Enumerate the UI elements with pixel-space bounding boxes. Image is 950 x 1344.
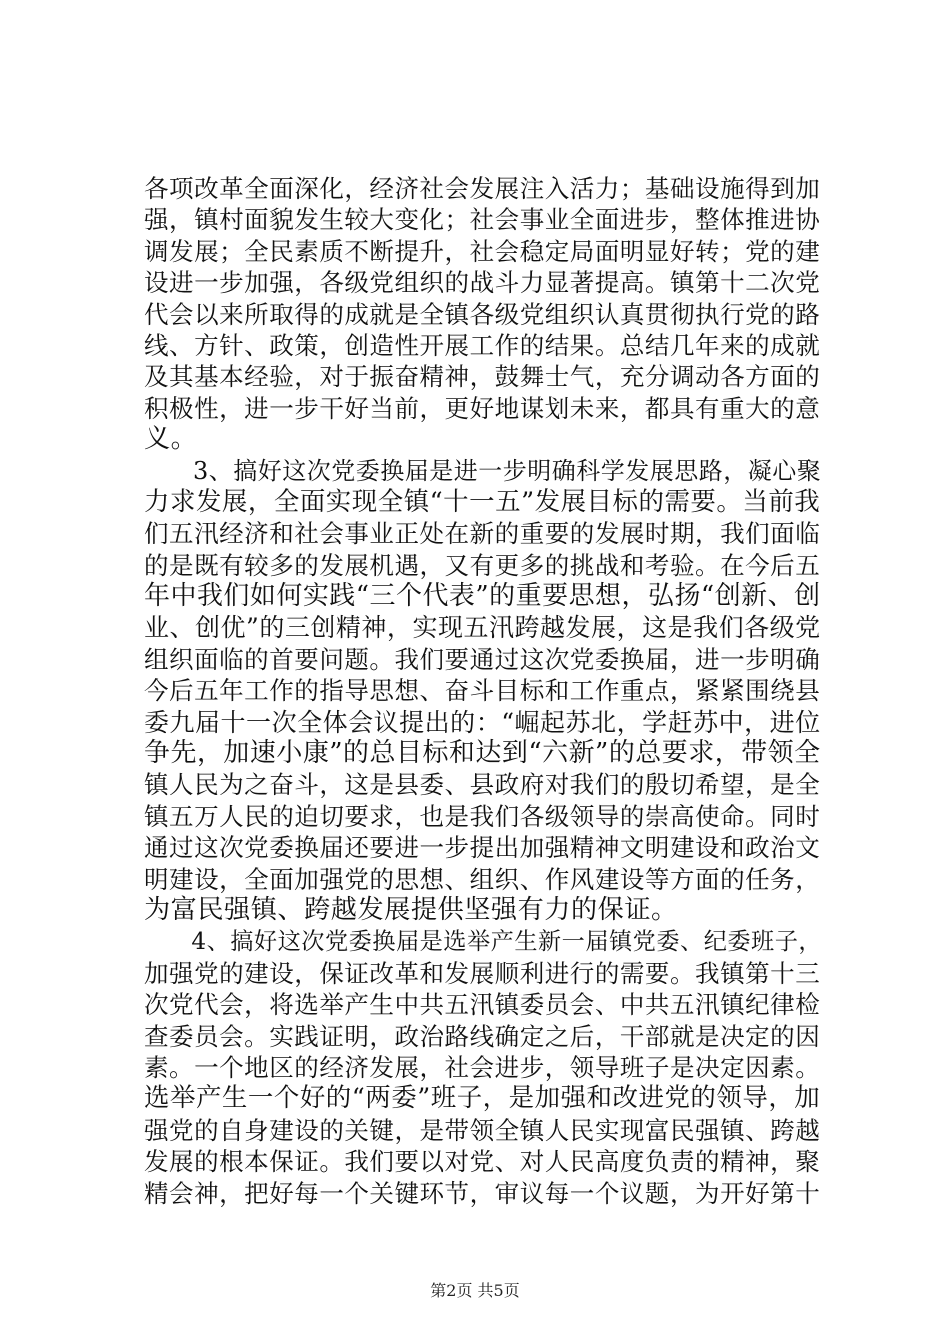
text-line: 选举产生一个好的“两委”班子，是加强和改进党的领导，加 bbox=[144, 1083, 821, 1114]
text-line: 4、搞好这次党委换届是选举产生新一届镇党委、纪委班子， bbox=[144, 928, 823, 956]
text-line: 加强党的建设，保证改革和发展顺利进行的需要。我镇第十三 bbox=[144, 958, 821, 988]
page-number: 第2页 共5页 bbox=[430, 1281, 520, 1300]
text-line: 次党代会，将选举产生中共五汛镇委员会、中共五汛镇纪律检 bbox=[144, 990, 821, 1020]
text-line: 查委员会。实践证明，政治路线确定之后，干部就是决定的因 bbox=[144, 1021, 821, 1051]
text-line: 及其基本经验，对于振奋精神，鼓舞士气，充分调动各方面的 bbox=[144, 362, 821, 392]
text-line: 镇五万人民的迫切要求，也是我们各级领导的崇高使命。同时 bbox=[144, 801, 821, 831]
text-line: 的是既有较多的发展机遇，又有更多的挑战和考验。在今后五 bbox=[144, 550, 821, 580]
text-line: 业、创优”的三创精神，实现五汛跨越发展，这是我们各级党 bbox=[144, 613, 821, 643]
text-line: 力求发展，全面实现全镇“十一五”发展目标的需要。当前我 bbox=[144, 486, 821, 517]
text-line: 3、搞好这次党委换届是进一步明确科学发展思路，凝心聚 bbox=[144, 456, 822, 485]
text-line: 义。 bbox=[144, 424, 198, 455]
text-line: 们五汛经济和社会事业正处在新的重要的发展时期，我们面临 bbox=[144, 519, 821, 549]
text-line: 代会以来所取得的成就是全镇各级党组织认真贯彻执行党的路 bbox=[144, 299, 821, 329]
text-line: 通过这次党委换届还要进一步提出加强精神文明建设和政治文 bbox=[144, 833, 821, 863]
text-line: 强，镇村面貌发生较大变化；社会事业全面进步，整体推进协 bbox=[144, 205, 821, 235]
body-text bbox=[144, 173, 823, 1209]
text-line: 今后五年工作的指导思想、奋斗目标和工作重点，紧紧围绕县 bbox=[144, 676, 821, 706]
text-line: 委九届十一次全体会议提出的：“崛起苏北，学赶苏中，进位 bbox=[144, 707, 821, 737]
text-line: 线、方针、政策，创造性开展工作的结果。总结几年来的成就 bbox=[144, 330, 821, 360]
text-line: 明建设，全面加强党的思想、组织、作风建设等方面的任务， bbox=[144, 864, 821, 894]
text-line: 设进一步加强，各级党组织的战斗力显著提高。镇第十二次党 bbox=[144, 268, 821, 298]
text-line: 强党的自身建设的关键，是带领全镇人民实现富民强镇、跨越 bbox=[144, 1115, 821, 1145]
text-line: 发展的根本保证。我们要以对党、对人民高度负责的精神，聚 bbox=[144, 1147, 821, 1177]
text-line: 组织面临的首要问题。我们要通过这次党委换届，进一步明确 bbox=[144, 644, 821, 674]
text-line: 积极性，进一步干好当前，更好地谋划未来，都具有重大的意 bbox=[144, 393, 821, 423]
text-line: 调发展；全民素质不断提升，社会稳定局面明显好转；党的建 bbox=[144, 236, 821, 266]
text-line: 素。一个地区的经济发展，社会进步，领导班子是决定因素。 bbox=[144, 1052, 821, 1082]
text-line: 争先，加速小康”的总目标和达到“六新”的总要求，带领全 bbox=[144, 738, 821, 769]
text-line: 各项改革全面深化，经济社会发展注入活力；基础设施得到加 bbox=[144, 174, 821, 203]
text-line: 精会神，把好每一个关键环节，审议每一个议题，为开好第十 bbox=[144, 1178, 821, 1208]
text-line: 镇人民为之奋斗，这是县委、县政府对我们的殷切希望，是全 bbox=[144, 770, 821, 800]
text-line: 年中我们如何实践“三个代表”的重要思想，弘扬“创新、创 bbox=[144, 581, 821, 612]
text-line: 为富民强镇、跨越发展提供坚强有力的保证。 bbox=[144, 894, 678, 925]
